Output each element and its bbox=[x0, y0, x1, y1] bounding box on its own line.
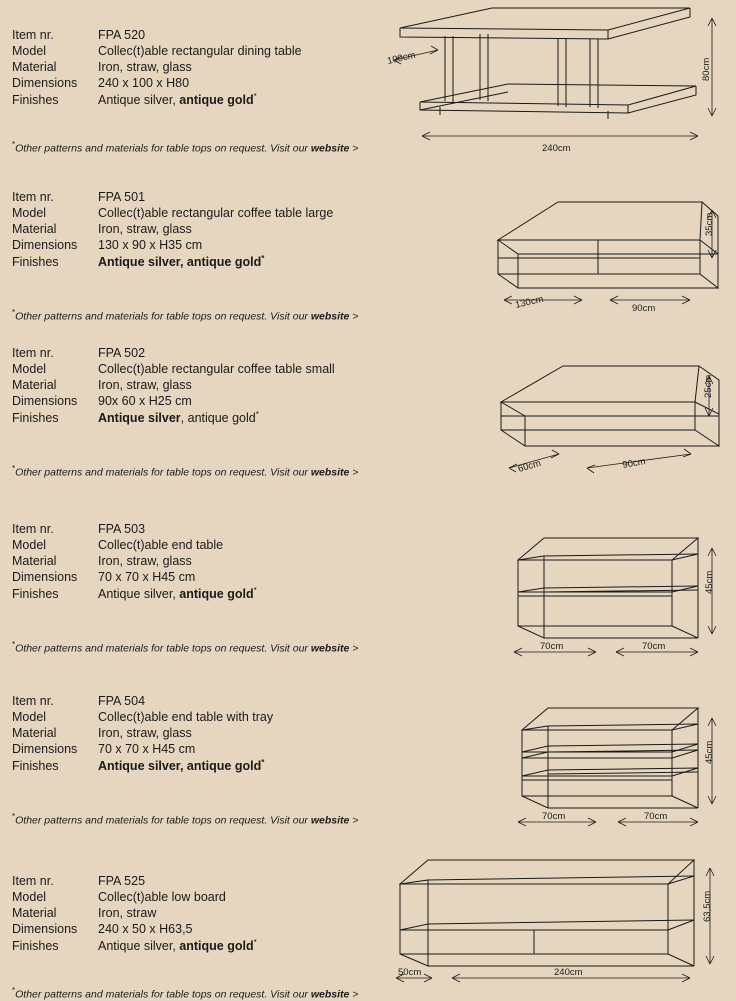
product-drawing bbox=[500, 528, 728, 663]
spec-value-model: Collec(t)able end table with tray bbox=[98, 710, 274, 724]
spec-value-item: FPA 504 bbox=[98, 694, 146, 708]
spec-row-item bbox=[12, 694, 402, 708]
product-drawing bbox=[372, 856, 724, 986]
spec-value-item: FPA 525 bbox=[98, 874, 146, 888]
spec-label-material: Material bbox=[12, 906, 57, 920]
footnote-text: Other patterns and materials for table tops on request. Visit our bbox=[15, 310, 311, 323]
spec-row-item bbox=[12, 522, 402, 536]
dim-height: 80cm bbox=[701, 57, 712, 81]
spec-row-item bbox=[12, 190, 402, 204]
spec-row-dimensions bbox=[12, 76, 402, 90]
finishes-plain: Antique silver, antique gold bbox=[98, 759, 262, 774]
spec-value-model: Collec(t)able rectangular coffee table large bbox=[98, 206, 334, 220]
product-drawing bbox=[380, 6, 720, 156]
footnote-arrow: > bbox=[349, 988, 359, 1001]
footnote-link[interactable]: website bbox=[310, 988, 350, 1001]
spec-row-item bbox=[12, 346, 402, 360]
footnote-arrow: > bbox=[349, 142, 359, 155]
spec-label-item: Item nr. bbox=[12, 346, 54, 360]
spec-label-model: Model bbox=[12, 710, 47, 724]
spec-row-finishes bbox=[12, 254, 402, 269]
spec-value-material: Iron, straw bbox=[98, 906, 157, 920]
spec-row-model bbox=[12, 538, 402, 552]
dim-depth: 50cm bbox=[398, 967, 422, 978]
finishes-plain: Antique silver, bbox=[98, 93, 180, 108]
spec-label-item: Item nr. bbox=[12, 522, 54, 536]
finishes-plain: Antique silver, bbox=[98, 587, 180, 602]
spec-label-model: Model bbox=[12, 538, 47, 552]
spec-label-finishes: Finishes bbox=[12, 255, 59, 270]
spec-label-model: Model bbox=[12, 890, 47, 904]
spec-row-dimensions bbox=[12, 742, 402, 756]
spec-row-finishes bbox=[12, 92, 402, 107]
spec-value-model: Collec(t)able low board bbox=[98, 890, 226, 904]
spec-label-model: Model bbox=[12, 362, 47, 376]
finishes-bold: antique gold bbox=[179, 587, 254, 602]
spec-row-material bbox=[12, 906, 402, 920]
dim-height: 45cm bbox=[704, 570, 715, 594]
finishes-plain: , antique gold bbox=[180, 411, 256, 426]
spec-value-finishes bbox=[98, 410, 259, 425]
dim-height: 35cm bbox=[704, 212, 715, 236]
spec-label-dimensions: Dimensions bbox=[12, 742, 78, 756]
spec-value-material: Iron, straw, glass bbox=[98, 378, 192, 392]
spec-row-finishes bbox=[12, 938, 402, 953]
spec-value-dimensions: 240 x 50 x H63,5 bbox=[98, 922, 193, 936]
spec-label-material: Material bbox=[12, 60, 57, 74]
product-drawing bbox=[495, 358, 727, 488]
spec-value-dimensions: 240 x 100 x H80 bbox=[98, 76, 190, 90]
footnote-link[interactable]: website bbox=[310, 466, 350, 479]
spec-label-item: Item nr. bbox=[12, 28, 54, 42]
spec-table bbox=[12, 874, 402, 955]
spec-value-finishes bbox=[98, 938, 257, 953]
dim-depth: 70cm bbox=[540, 641, 564, 652]
footnote-text: Other patterns and materials for table tops on request. Visit our bbox=[15, 142, 311, 155]
spec-row-finishes bbox=[12, 586, 402, 601]
dim-depth: 100cm bbox=[386, 49, 417, 67]
dim-width: 90cm bbox=[632, 303, 656, 314]
spec-label-finishes: Finishes bbox=[12, 939, 59, 954]
footnote bbox=[12, 812, 358, 827]
spec-row-model bbox=[12, 710, 402, 724]
spec-label-material: Material bbox=[12, 222, 57, 236]
dim-height: 45cm bbox=[704, 740, 715, 764]
dim-width: 240cm bbox=[554, 967, 583, 978]
footnote bbox=[12, 986, 358, 1001]
spec-row-finishes bbox=[12, 410, 402, 425]
finishes-star: * bbox=[261, 758, 265, 767]
finishes-star: * bbox=[253, 938, 257, 947]
finishes-bold: antique gold bbox=[179, 939, 254, 954]
spec-value-finishes bbox=[98, 758, 264, 773]
spec-value-finishes bbox=[98, 586, 257, 601]
dim-width: 70cm bbox=[642, 641, 666, 652]
dim-depth: 70cm bbox=[542, 811, 566, 822]
spec-value-model: Collec(t)able rectangular coffee table small bbox=[98, 362, 335, 376]
finishes-plain: Antique silver, bbox=[98, 939, 180, 954]
spec-row-item bbox=[12, 28, 402, 42]
spec-table bbox=[12, 346, 402, 427]
spec-value-finishes bbox=[98, 254, 264, 269]
spec-label-item: Item nr. bbox=[12, 874, 54, 888]
spec-row-material bbox=[12, 378, 402, 392]
footnote-arrow: > bbox=[349, 642, 359, 655]
spec-row-model bbox=[12, 206, 402, 220]
dim-width: 90cm bbox=[621, 456, 647, 471]
spec-label-dimensions: Dimensions bbox=[12, 570, 78, 584]
spec-row-dimensions bbox=[12, 570, 402, 584]
spec-row-dimensions bbox=[12, 238, 402, 252]
footnote-star: * bbox=[12, 812, 16, 821]
spec-row-material bbox=[12, 222, 402, 236]
footnote-arrow: > bbox=[349, 814, 359, 827]
footnote-link[interactable]: website bbox=[310, 814, 350, 827]
footnote-text: Other patterns and materials for table tops on request. Visit our bbox=[15, 466, 311, 479]
spec-row-material bbox=[12, 726, 402, 740]
spec-value-material: Iron, straw, glass bbox=[98, 554, 192, 568]
spec-value-material: Iron, straw, glass bbox=[98, 222, 192, 236]
spec-row-dimensions bbox=[12, 394, 402, 408]
finishes-star: * bbox=[253, 92, 257, 101]
spec-label-finishes: Finishes bbox=[12, 759, 59, 774]
finishes-star: * bbox=[255, 410, 259, 419]
spec-label-dimensions: Dimensions bbox=[12, 76, 78, 90]
footnote-star: * bbox=[12, 140, 16, 149]
spec-label-material: Material bbox=[12, 378, 57, 392]
spec-label-dimensions: Dimensions bbox=[12, 394, 78, 408]
footnote bbox=[12, 464, 358, 479]
dim-width: 70cm bbox=[644, 811, 668, 822]
dim-height: 25cm bbox=[703, 374, 714, 398]
spec-table bbox=[12, 28, 402, 109]
finishes-bold: Antique silver bbox=[98, 411, 181, 426]
footnote-text: Other patterns and materials for table tops on request. Visit our bbox=[15, 814, 311, 827]
spec-value-model: Collec(t)able rectangular dining table bbox=[98, 44, 302, 58]
footnote bbox=[12, 640, 358, 655]
spec-label-item: Item nr. bbox=[12, 190, 54, 204]
product-drawing bbox=[490, 196, 726, 336]
spec-value-dimensions: 90x 60 x H25 cm bbox=[98, 394, 192, 408]
spec-value-model: Collec(t)able end table bbox=[98, 538, 224, 552]
dim-depth: 130cm bbox=[514, 293, 545, 311]
spec-label-dimensions: Dimensions bbox=[12, 922, 78, 936]
footnote bbox=[12, 140, 358, 155]
spec-table bbox=[12, 694, 402, 775]
spec-value-item: FPA 520 bbox=[98, 28, 146, 42]
footnote-text: Other patterns and materials for table tops on request. Visit our bbox=[15, 642, 311, 655]
spec-table bbox=[12, 190, 402, 271]
spec-row-material bbox=[12, 554, 402, 568]
spec-label-model: Model bbox=[12, 44, 47, 58]
finishes-bold: antique gold bbox=[179, 93, 254, 108]
spec-value-finishes bbox=[98, 92, 257, 107]
footnote-star: * bbox=[12, 464, 16, 473]
dim-depth: 60cm bbox=[516, 457, 543, 475]
spec-value-dimensions: 130 x 90 x H35 cm bbox=[98, 238, 203, 252]
spec-row-model bbox=[12, 362, 402, 376]
spec-label-material: Material bbox=[12, 726, 57, 740]
footnote-arrow: > bbox=[349, 466, 359, 479]
spec-value-material: Iron, straw, glass bbox=[98, 60, 192, 74]
spec-value-item: FPA 502 bbox=[98, 346, 146, 360]
finishes-star: * bbox=[261, 254, 265, 263]
spec-label-finishes: Finishes bbox=[12, 587, 59, 602]
spec-table bbox=[12, 522, 402, 603]
spec-row-model bbox=[12, 44, 402, 58]
footnote-link[interactable]: website bbox=[310, 642, 350, 655]
spec-label-item: Item nr. bbox=[12, 694, 54, 708]
spec-row-dimensions bbox=[12, 922, 402, 936]
footnote-link[interactable]: website bbox=[310, 142, 350, 155]
footnote-star: * bbox=[12, 640, 16, 649]
spec-row-material bbox=[12, 60, 402, 74]
dim-width: 240cm bbox=[542, 143, 571, 154]
spec-label-material: Material bbox=[12, 554, 57, 568]
footnote-text: Other patterns and materials for table tops on request. Visit our bbox=[15, 988, 311, 1001]
spec-row-model bbox=[12, 890, 402, 904]
spec-row-item bbox=[12, 874, 402, 888]
spec-row-finishes bbox=[12, 758, 402, 773]
spec-value-material: Iron, straw, glass bbox=[98, 726, 192, 740]
spec-value-dimensions: 70 x 70 x H45 cm bbox=[98, 570, 196, 584]
finishes-star: * bbox=[253, 586, 257, 595]
spec-label-finishes: Finishes bbox=[12, 93, 59, 108]
spec-label-finishes: Finishes bbox=[12, 411, 59, 426]
footnote-arrow: > bbox=[349, 310, 359, 323]
finishes-plain: Antique silver, antique gold bbox=[98, 255, 262, 270]
product-drawing bbox=[500, 700, 728, 835]
spec-value-dimensions: 70 x 70 x H45 cm bbox=[98, 742, 196, 756]
spec-value-item: FPA 503 bbox=[98, 522, 146, 536]
footnote-link[interactable]: website bbox=[310, 310, 350, 323]
spec-label-model: Model bbox=[12, 206, 47, 220]
dim-height: 63,5cm bbox=[702, 890, 713, 922]
footnote-star: * bbox=[12, 986, 16, 995]
spec-value-item: FPA 501 bbox=[98, 190, 146, 204]
footnote-star: * bbox=[12, 308, 16, 317]
spec-label-dimensions: Dimensions bbox=[12, 238, 78, 252]
footnote bbox=[12, 308, 358, 323]
